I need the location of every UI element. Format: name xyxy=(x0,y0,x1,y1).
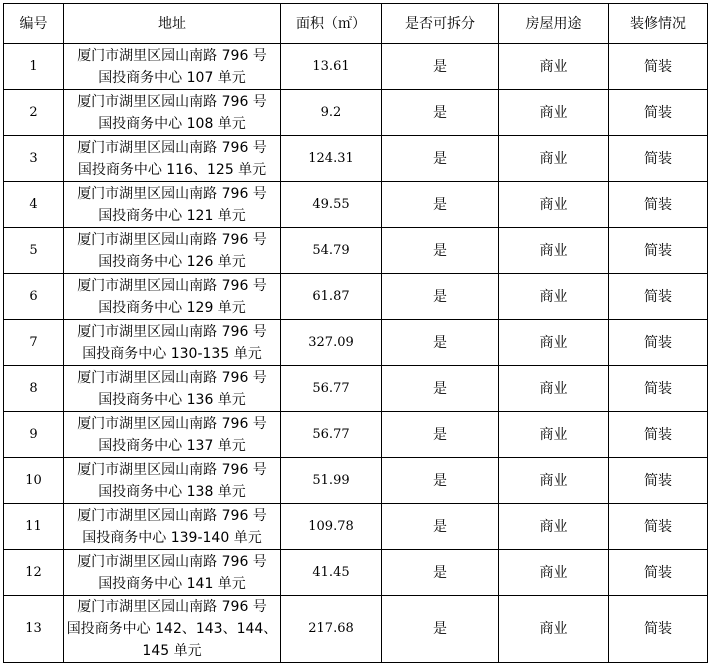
cell-usage: 商业 xyxy=(499,90,609,136)
address-line: 厦门市湖里区园山南路 796 号 xyxy=(77,47,267,64)
cell-usage: 商业 xyxy=(499,136,609,182)
cell-no: 10 xyxy=(4,458,64,504)
cell-splittable: 是 xyxy=(382,44,499,90)
cell-usage: 商业 xyxy=(499,596,609,663)
cell-usage: 商业 xyxy=(499,412,609,458)
table-row xyxy=(4,458,708,504)
cell-splittable: 是 xyxy=(382,228,499,274)
address-line: 厦门市湖里区园山南路 796 号 xyxy=(77,553,267,570)
cell-splittable: 是 xyxy=(382,366,499,412)
cell-no: 5 xyxy=(4,228,64,274)
address-line: 国投商务中心 121 单元 xyxy=(98,207,246,224)
cell-area: 54.79 xyxy=(281,228,382,274)
cell-splittable: 是 xyxy=(382,550,499,596)
table-row xyxy=(4,44,708,90)
cell-decoration: 简装 xyxy=(609,274,708,320)
table-row xyxy=(4,596,708,663)
header-usage: 房屋用途 xyxy=(499,4,609,44)
cell-decoration: 简装 xyxy=(609,228,708,274)
cell-usage: 商业 xyxy=(499,320,609,366)
cell-area: 13.61 xyxy=(281,44,382,90)
cell-splittable: 是 xyxy=(382,90,499,136)
cell-no: 3 xyxy=(4,136,64,182)
cell-address xyxy=(64,504,281,550)
header-address: 地址 xyxy=(64,4,281,44)
address-line: 厦门市湖里区园山南路 796 号 xyxy=(77,323,267,340)
address-line: 国投商务中心 141 单元 xyxy=(98,575,246,592)
table-row xyxy=(4,90,708,136)
cell-usage: 商业 xyxy=(499,504,609,550)
address-line: 国投商务中心 129 单元 xyxy=(98,299,246,316)
address-line: 厦门市湖里区园山南路 796 号 xyxy=(77,599,267,615)
cell-decoration: 简装 xyxy=(609,550,708,596)
address-line: 厦门市湖里区园山南路 796 号 xyxy=(77,139,267,156)
address-line: 国投商务中心 137 单元 xyxy=(98,437,246,454)
cell-no: 6 xyxy=(4,274,64,320)
cell-decoration: 简装 xyxy=(609,366,708,412)
cell-splittable: 是 xyxy=(382,504,499,550)
cell-decoration: 简装 xyxy=(609,596,708,663)
cell-decoration: 简装 xyxy=(609,90,708,136)
address-line: 国投商务中心 139-140 单元 xyxy=(82,529,262,546)
table-row xyxy=(4,274,708,320)
table-row xyxy=(4,136,708,182)
cell-splittable: 是 xyxy=(382,596,499,663)
cell-splittable: 是 xyxy=(382,412,499,458)
address-line: 国投商务中心 138 单元 xyxy=(98,483,246,500)
cell-area: 49.55 xyxy=(281,182,382,228)
table-row xyxy=(4,228,708,274)
cell-address xyxy=(64,596,281,663)
cell-no: 11 xyxy=(4,504,64,550)
cell-area: 51.99 xyxy=(281,458,382,504)
table-row xyxy=(4,366,708,412)
cell-decoration: 简装 xyxy=(609,44,708,90)
cell-no: 4 xyxy=(4,182,64,228)
cell-decoration: 简装 xyxy=(609,182,708,228)
table-row xyxy=(4,320,708,366)
cell-usage: 商业 xyxy=(499,366,609,412)
header-decoration: 装修情况 xyxy=(609,4,708,44)
cell-no: 1 xyxy=(4,44,64,90)
cell-decoration: 简装 xyxy=(609,412,708,458)
cell-no: 9 xyxy=(4,412,64,458)
cell-area: 109.78 xyxy=(281,504,382,550)
address-line: 国投商务中心 126 单元 xyxy=(98,253,246,270)
table-row xyxy=(4,550,708,596)
address-line: 厦门市湖里区园山南路 796 号 xyxy=(77,277,267,294)
cell-address xyxy=(64,274,281,320)
cell-splittable: 是 xyxy=(382,274,499,320)
cell-no: 2 xyxy=(4,90,64,136)
cell-usage: 商业 xyxy=(499,182,609,228)
address-line: 厦门市湖里区园山南路 796 号 xyxy=(77,461,267,478)
cell-address xyxy=(64,458,281,504)
property-table xyxy=(3,3,708,663)
cell-no: 13 xyxy=(4,596,64,663)
cell-usage: 商业 xyxy=(499,228,609,274)
address-line: 国投商务中心 108 单元 xyxy=(98,115,246,132)
cell-usage: 商业 xyxy=(499,550,609,596)
cell-address xyxy=(64,320,281,366)
cell-area: 327.09 xyxy=(281,320,382,366)
cell-usage: 商业 xyxy=(499,274,609,320)
header-area: 面积（㎡） xyxy=(281,4,382,44)
cell-splittable: 是 xyxy=(382,182,499,228)
cell-address xyxy=(64,550,281,596)
cell-address xyxy=(64,90,281,136)
cell-splittable: 是 xyxy=(382,458,499,504)
cell-decoration: 简装 xyxy=(609,458,708,504)
cell-decoration: 简装 xyxy=(609,320,708,366)
cell-area: 56.77 xyxy=(281,412,382,458)
header-splittable: 是否可拆分 xyxy=(382,4,499,44)
header-row xyxy=(4,4,708,44)
address-line: 国投商务中心 136 单元 xyxy=(98,391,246,408)
cell-area: 41.45 xyxy=(281,550,382,596)
table-row xyxy=(4,412,708,458)
cell-area: 124.31 xyxy=(281,136,382,182)
cell-area: 61.87 xyxy=(281,274,382,320)
address-line: 厦门市湖里区园山南路 796 号 xyxy=(77,415,267,432)
address-line: 145 单元 xyxy=(142,643,202,659)
cell-splittable: 是 xyxy=(382,320,499,366)
cell-no: 8 xyxy=(4,366,64,412)
cell-address xyxy=(64,228,281,274)
address-line: 国投商务中心 116、125 单元 xyxy=(77,161,267,178)
address-line: 厦门市湖里区园山南路 796 号 xyxy=(77,369,267,386)
header-no: 编号 xyxy=(4,4,64,44)
cell-address xyxy=(64,182,281,228)
cell-address xyxy=(64,44,281,90)
table-row xyxy=(4,504,708,550)
cell-area: 56.77 xyxy=(281,366,382,412)
cell-address xyxy=(64,136,281,182)
cell-no: 12 xyxy=(4,550,64,596)
table-row xyxy=(4,182,708,228)
cell-area: 9.2 xyxy=(281,90,382,136)
address-line: 国投商务中心 142、143、144、 xyxy=(66,621,278,637)
address-line: 国投商务中心 107 单元 xyxy=(98,69,246,86)
address-line: 厦门市湖里区园山南路 796 号 xyxy=(77,185,267,202)
cell-decoration: 简装 xyxy=(609,136,708,182)
address-line: 厦门市湖里区园山南路 796 号 xyxy=(77,93,267,110)
cell-area: 217.68 xyxy=(281,596,382,663)
cell-splittable: 是 xyxy=(382,136,499,182)
address-line: 厦门市湖里区园山南路 796 号 xyxy=(77,507,267,524)
cell-usage: 商业 xyxy=(499,44,609,90)
cell-address xyxy=(64,366,281,412)
cell-no: 7 xyxy=(4,320,64,366)
cell-address xyxy=(64,412,281,458)
cell-usage: 商业 xyxy=(499,458,609,504)
cell-decoration: 简装 xyxy=(609,504,708,550)
address-line: 国投商务中心 130-135 单元 xyxy=(82,345,262,362)
address-line: 厦门市湖里区园山南路 796 号 xyxy=(77,231,267,248)
